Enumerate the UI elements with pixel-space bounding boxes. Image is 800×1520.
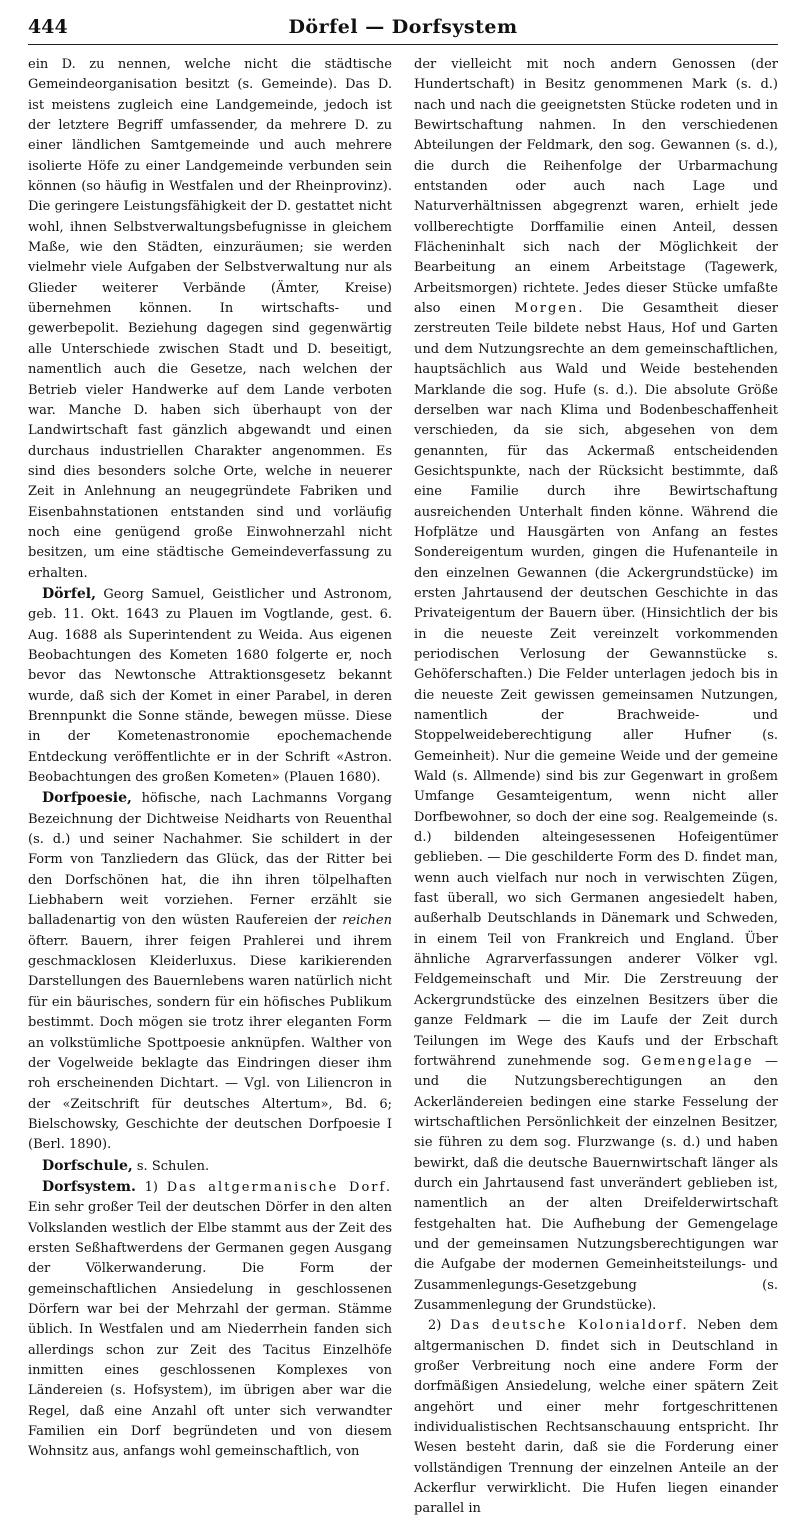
page-header (28, 14, 778, 45)
lemma-dorfsystem: Dorfsystem. (42, 1178, 136, 1195)
section-heading-kolonialdorf: Das deutsche Kolonialdorf. (450, 1318, 689, 1334)
entry-dorf-continuation: ein D. zu nennen, welche nicht die städtische Gemeindeorganisation besitzt (s. Gemeinde). Das D. ist meistens zugleich eine Landgemeinde, jedoch ist der letztere Begriff umfassender, da mehrere D. zu einer ländlichen Samtgemeinde und auch mehrere isolierte Höfe zu einer Landgemeinde verbunden sein können (so häufig in Westfalen und der Rheinprovinz). Die geringere Leistungsfähigkeit der D. gestattet nicht wohl, ihnen Selbstverwaltungsbefugnisse in gleichem Maße, wie den Städten, einzuräumen; sie werden vielmehr viele Aufgaben der Selbstverwaltung nur als Glieder weiterer Verbände (Ämter, Kreise) übernehmen können. In wirtschafts- und gewerbepolit. Beziehung dagegen sind gegenwärtig alle Unterschiede zwischen Stadt und D. beseitigt, namentlich auch die Gesetze, nach welchen der Betrieb vieler Handwerke auf dem Lande verboten war. Manche D. haben sich überhaupt von der Landwirtschaft fast gänzlich abgewandt und einen durchaus industriellen Charakter angenommen. Es sind dies besonders solche Orte, welche in neuerer Zeit in Anlehnung an neugegründete Fabriken und Eisenbahnstationen entstanden sind und vorläufig noch eine genügend große Einwohnerzahl nicht besitzen, um eine städtische Gemeindeverfassung zu erhalten. (28, 57, 392, 581)
entry-dorfpoesie: Dorfpoesie, höfische, nach Lachmanns Vorgang Bezeichnung der Dichtweise Neidharts von Reuenthal (s. d.) und seiner Nachahmer. Sie schildert in der Form von Tanzliedern das Glück, das der Ritter bei den Dorfschönen hat, die ihn ihren tölpelhaften Liebhabern weit vorziehen. Ferner erzählt sie balladenartig von den wüsten Raufereien der reichen öfterr. Bauern, ihrer feigen Prahlerei und ihrem geschmacklosen Kleiderluxus. Diese karikierenden Darstellungen des Bauernlebens waren natürlich nicht für ein bäurisches, sondern für ein höfisches Publikum bestimmt. Doch mögen sie trotz ihrer eleganten Form an volkstümliche Spottpoesie anknüpfen. Walther von der Vogelweide beklagte das Eindringen dieser ihm roh erscheinenden Dichtart. — Vgl. von Liliencron in der «Zeitschrift für deutsches Altertum», Bd. 6; Bielschowsky, Geschichte der deutschen Dorfpoesie I (Berl. 1890). (28, 790, 392, 1153)
section-heading-altgermanisch: Das altgermanische Dorf. (166, 1179, 392, 1195)
entry-dorfsystem: Dorfsystem. 1) Das altgermanische Dorf. Ein sehr großer Teil der deutschen Dörfer in den alten Volkslanden westlich der Elbe stammt aus der Zeit des ersten Seßhaftwerdens der Germanen gegen Ausgang der Völkerwanderung. Die Form der gemeinschaftlichen Ansiedelung in geschlossenen Dörfern war bei der Mehrzahl der german. Stämme üblich. In Westfalen und am Niederrhein fanden sich allerdings schon zur Zeit des Tacitus Einzelhöfe inmitten eines geschlossenen Komplexes von Ländereien (s. Hofsystem), im übrigen aber war die Regel, daß eine Anzahl oft unter sich verwandter Familien ein Dorf begründeten und von diesem Wohnsitz aus, anfangs wohl gemeinschaftlich, von (28, 1178, 392, 1460)
left-column (28, 55, 392, 1460)
lemma-doerfel: Dörfel, (42, 585, 96, 602)
running-head: Dörfel — Dorfsystem (288, 16, 518, 38)
lemma-dorfschule: Dorfschule, (42, 1157, 133, 1174)
text-columns (28, 55, 778, 1517)
lemma-dorfpoesie: Dorfpoesie, (42, 790, 132, 807)
section-kolonialdorf: 2) Das deutsche Kolonialdorf. Neben dem altgermanischen D. findet sich in Deutschland in großer Verbreitung noch eine andere Form der dorfmäßigen Ansiedelung, welche einer spätern Zeit angehört und einer mehr fortgeschrittenen individualistischen Rechtsanschauung entspricht. Ihr Wesen besteht darin, daß sie die Forderung einer vollständigen Trennung der einzelnen Anteile an der Ackerflur verwirklicht. Die Hufen liegen einander parallel in (414, 1318, 778, 1517)
entry-dorfsystem-continuation: der vielleicht mit noch andern Genossen (der Hundertschaft) in Besitz genommenen Mark (s. d.) nach und nach die geeignetsten Stücke rodeten und in Bewirtschaftung nahmen. In den verschiedenen Abteilungen der Feldmark, den sog. Gewannen (s. d.), die durch die Reihenfolge der Urbarmachung entstanden oder auch nach Lage und Naturverhältnissen abgegrenzt waren, erhielt jede vollberechtigte Dorffamilie einen Anteil, dessen Flächeninhalt sich nach der Möglichkeit der Bearbeitung an einem Arbeitstage (Tagewerk, Arbeitsmorgen) richtete. Jedes dieser Stücke umfaßte also einen Morgen. Die Gesamtheit dieser zerstreuten Teile bildete nebst Haus, Hof und Garten und dem Nutzungsrechte an dem gemeinschaftlichen, hauptsächlich aus Wald und Weide bestehenden Marklande die sog. Hufe (s. d.). Die absolute Größe derselben war nach Klima und Bodenbeschaffenheit verschieden, da sie sich, abgesehen von dem genannten, für das Ackermaß entscheidenden Gesichtspunkte, nach der Rücksicht bestimmte, daß eine Familie durch ihre Bewirtschaftung ausreichenden Unterhalt finden könne. Während die Hofplätze und Hausgärten von Anfang an festes Sondereigentum wurden, gingen die Hufenanteile in den einzelnen Gewannen (die Ackergrundstücke) im ersten Jahrtausend der deutschen Geschichte in das Privateigentum der Bauern über. (Hinsichtlich der bis in die neueste Zeit vereinzelt vorkommenden periodischen Verlosung der Gewannstücke s. Gehöferschaften.) Die Felder unterlagen jedoch bis in die neueste Zeit gewissen gemeinsamen Nutzungen, namentlich der Brachweide- und Stoppelweideberechtigung aller Hufner (s. Gemeinheit). Nur die gemeine Weide und der gemeine Wald (s. Allmende) sind bis zur Gegenwart in großem Umfange Gesamteigentum, wenn nicht aller Dorfbewohner, so doch der eine sog. Realgemeinde (s. d.) bildenden alteingesessenen Hofeigentümer geblieben. — Die geschilderte Form des D. findet man, wenn auch vielfach nur noch in verwischten Zügen, fast überall, wo sich Germanen angesiedelt haben, außerhalb Deutschlands in Dänemark und Schweden, in einem Teil von Frankreich und England. Über ähnliche Agrarverfassungen anderer Völker vgl. Feldgemeinschaft und Mir. Die Zerstreuung der Ackergrundstücke des einzelnen Besitzers über die ganze Feldmark — die im Laufe der Zeit durch Teilungen im Wege des Kaufs und der Erbschaft fortwährend zunehmende sog. Gemengelage — und die Nutzungsberechtigungen an den Ackerländereien bedingen eine starke Fesselung der wirtschaftlichen Persönlichkeit der einzelnen Besitzer, sie führen zu dem sog. Flurzwange (s. d.) und haben bewirkt, daß die deutsche Bauernwirtschaft länger als durch ein Jahrtausend fast unverändert geblieben ist, namentlich an der alten Dreifelderwirtschaft festgehalten hat. Die Aufhebung der Gemengelage und der gemeinsamen Nutzungsberechtigungen war die Aufgabe der modernen Gemeinheitsteilungs- und Zusammenlegungs-Gesetzgebung (s. Zusammenlegung der Grundstücke). (414, 57, 778, 1313)
entry-doerfel: Dörfel, Georg Samuel, Geistlicher und Astronom, geb. 11. Okt. 1643 zu Plauen im Vogtlande, gest. 6. Aug. 1688 als Superintendent zu Weida. Aus eigenen Beobachtungen des Kometen 1680 folgerte er, noch bevor das Newtonsche Attraktionsgesetz bekannt wurde, daß sich der Komet in einer Parabel, in deren Brennpunkt die Sonne stände, bewegen müsse. Diese in der Kometenastronomie epochemachende Entdeckung veröffentlichte er in der Schrift «Astron. Beobachtungen des großen Kometen» (Plauen 1680). (28, 585, 392, 786)
entry-dorfschule: Dorfschule, s. Schulen. (42, 1157, 210, 1174)
page-number: 444 (28, 16, 68, 38)
right-column (414, 55, 778, 1517)
